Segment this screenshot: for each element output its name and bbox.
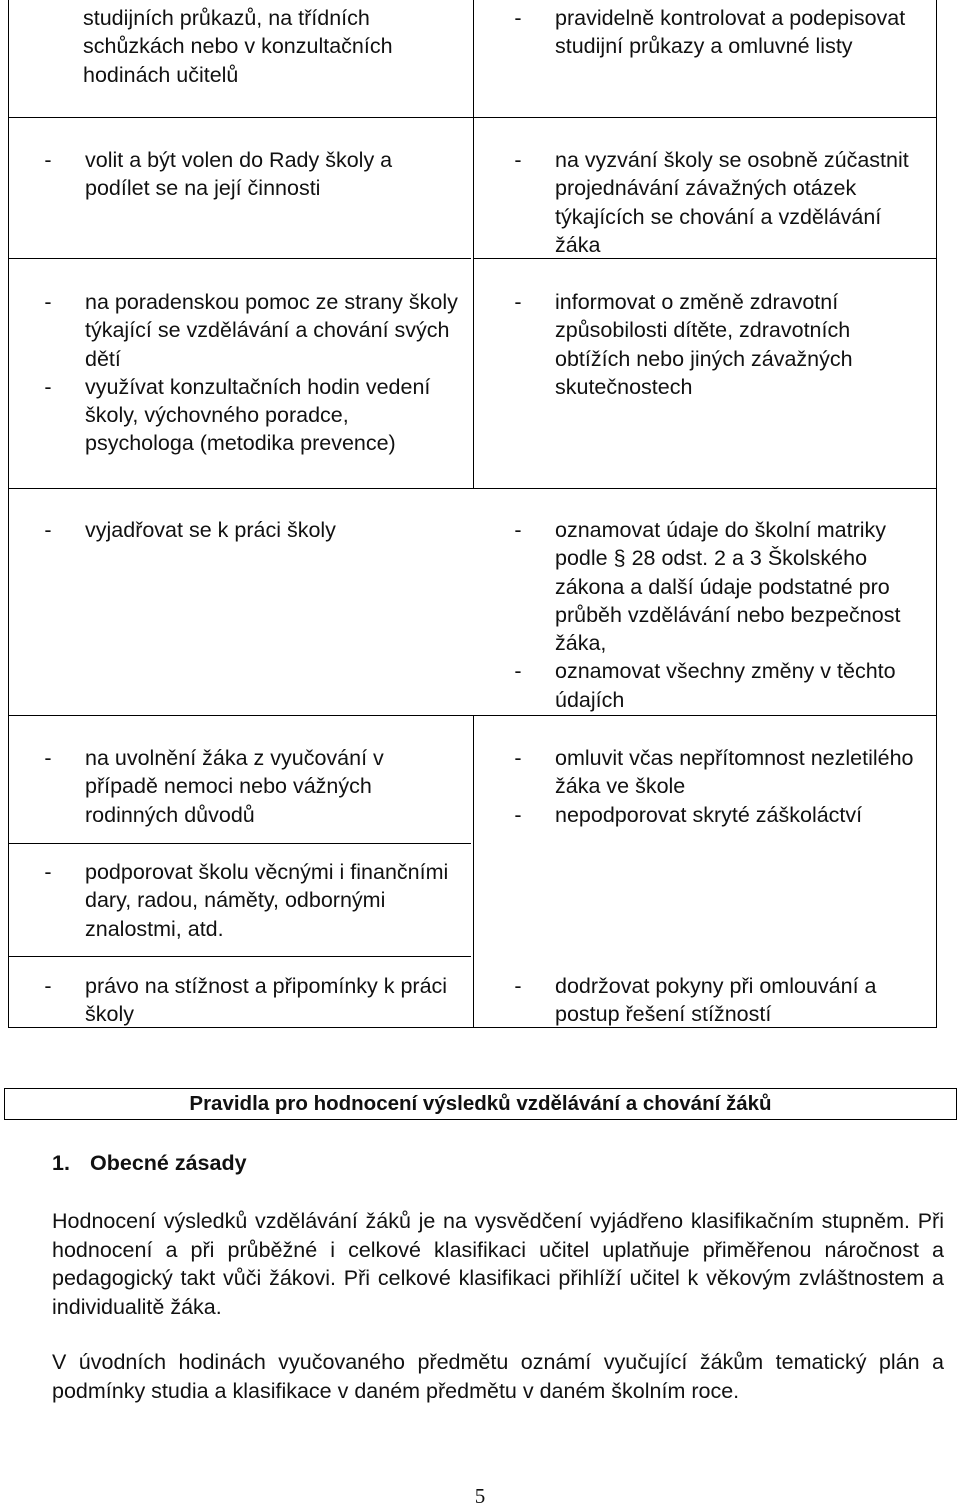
dash-bullet: - (514, 6, 522, 30)
dash-bullet: - (44, 974, 52, 998)
paragraph: V úvodních hodinách vyučovaného předmětu oznámí vyučující žákům tematický plán a podmínky studia a klasifikace v daném předmětu v daném školním roce. (52, 1350, 944, 1403)
table-cell-left (38, 516, 458, 544)
dash-bullet: - (44, 148, 52, 172)
dash-bullet: - (44, 860, 52, 884)
table-cell-right (508, 744, 928, 829)
row-divider (9, 956, 471, 957)
item-text: oznamovat všechny změny v těchto údajích (555, 659, 896, 712)
table-cell-left (41, 4, 451, 89)
section-heading: Pravidla pro hodnocení výsledků vzdělávání a chování žáků (4, 1088, 957, 1120)
item-text: právo na stížnost a připomínky k práci školy (85, 974, 448, 1027)
table-cell-right (508, 146, 918, 259)
dash-bullet: - (44, 746, 52, 770)
table-cell-right (508, 972, 928, 1029)
list-item (38, 373, 458, 458)
subsection-label: Obecné zásady (90, 1151, 247, 1175)
subsection-number: 1. (52, 1151, 70, 1175)
row-divider (9, 258, 471, 259)
dash-bullet: - (514, 974, 522, 998)
item-text: omluvit včas nepřítomnost nezletilého žáka ve škole (555, 746, 914, 799)
list-item (508, 4, 928, 61)
subsection-title (52, 1149, 247, 1177)
item-text: informovat o změně zdravotní způsobilosti dítěte, zdravotních obtížích nebo jiných závažných skutečnostech (555, 290, 853, 399)
item-text: využívat konzultačních hodin vedení školy, výchovného poradce, psychologa (metodika prevence) (85, 374, 431, 456)
list-item (508, 801, 928, 829)
table-cell-right (508, 516, 933, 714)
paragraph-symbol: § (613, 546, 626, 571)
table-cell-left (38, 858, 458, 943)
dash-bullet: - (44, 290, 52, 314)
list-item (508, 972, 928, 1029)
item-text: na vyzvání školy se osobně zúčastnit projednávání závažných otázek týkajících se chování a vzdělávání žáka (555, 148, 909, 257)
column-divider-top (473, 0, 474, 488)
item-text: dodržovat pokyny při omlouvání a postup řešení stížností (555, 974, 877, 1027)
table-cell-left (38, 744, 448, 829)
table-cell-left (38, 288, 458, 458)
list-item (38, 858, 458, 943)
paragraph: Hodnocení výsledků vzdělávání žáků je na vysvědčení vyjádřeno klasifikačním stupněm. Při hodnocení a při průběžné i celkové klasifikaci učitel uplatňuje přiměřenou náročnost a pedagogický takt vůči žákovi. Při celkové klasifikaci přihlíží učitel k věkovým zvláštnostem a individualitě žáka. (52, 1209, 944, 1319)
list-item (38, 972, 458, 1029)
list-item (508, 146, 918, 259)
list-item (508, 744, 928, 801)
row-divider (9, 843, 471, 844)
list-item (38, 288, 458, 373)
dash-bullet: - (514, 746, 522, 770)
table-cell-right (508, 288, 908, 401)
item-text: podporovat školu věcnými i finančními dary, radou, náměty, odbornými znalostmi, atd. (85, 860, 449, 941)
dash-bullet: - (514, 518, 522, 542)
cell-text: studijních průkazů, na třídních schůzkách nebo v konzultačních hodinách učitelů (83, 6, 393, 87)
column-divider-bottom (473, 715, 474, 1028)
item-text: vyjadřovat se k práci školy (85, 518, 336, 542)
dash-bullet: - (514, 290, 522, 314)
page-number: 5 (474, 1484, 486, 1508)
dash-bullet: - (514, 148, 522, 172)
row-divider (9, 117, 936, 118)
list-item (508, 657, 933, 714)
item-text: na uvolnění žáka z vyučování v případě nemoci nebo vážných rodinných důvodů (85, 746, 384, 827)
dash-bullet: - (514, 802, 522, 827)
item-text: 28 odst. 2 a 3 Školského zákona a další údaje podstatné pro průběh vzdělávání nebo bezpečnost žáka, (555, 546, 901, 656)
table-cell-right (508, 4, 928, 61)
dash-bullet: - (514, 659, 522, 684)
row-divider (9, 715, 936, 716)
list-item (508, 288, 908, 401)
item-text: nepodporovat skryté záškoláctví (555, 802, 863, 827)
item-text: volit a být volen do Rady školy a podílet se na její činnosti (85, 148, 393, 201)
list-item (38, 516, 458, 544)
list-item (508, 516, 933, 657)
item-text: na poradenskou pomoc ze strany školy týkající se vzdělávání a chování svých dětí (85, 290, 458, 371)
list-item (38, 146, 458, 203)
list-item (38, 744, 448, 829)
dash-bullet: - (44, 518, 52, 542)
item-text: pravidelně kontrolovat a podepisovat studijní průkazy a omluvné listy (555, 6, 906, 59)
rights-duties-table (8, 0, 937, 1028)
row-divider (9, 488, 936, 489)
dash-bullet: - (44, 374, 52, 399)
table-cell-left (38, 972, 458, 1029)
item-text: oznamovat údaje do školní matriky podle (555, 518, 887, 571)
table-cell-left (38, 146, 458, 203)
